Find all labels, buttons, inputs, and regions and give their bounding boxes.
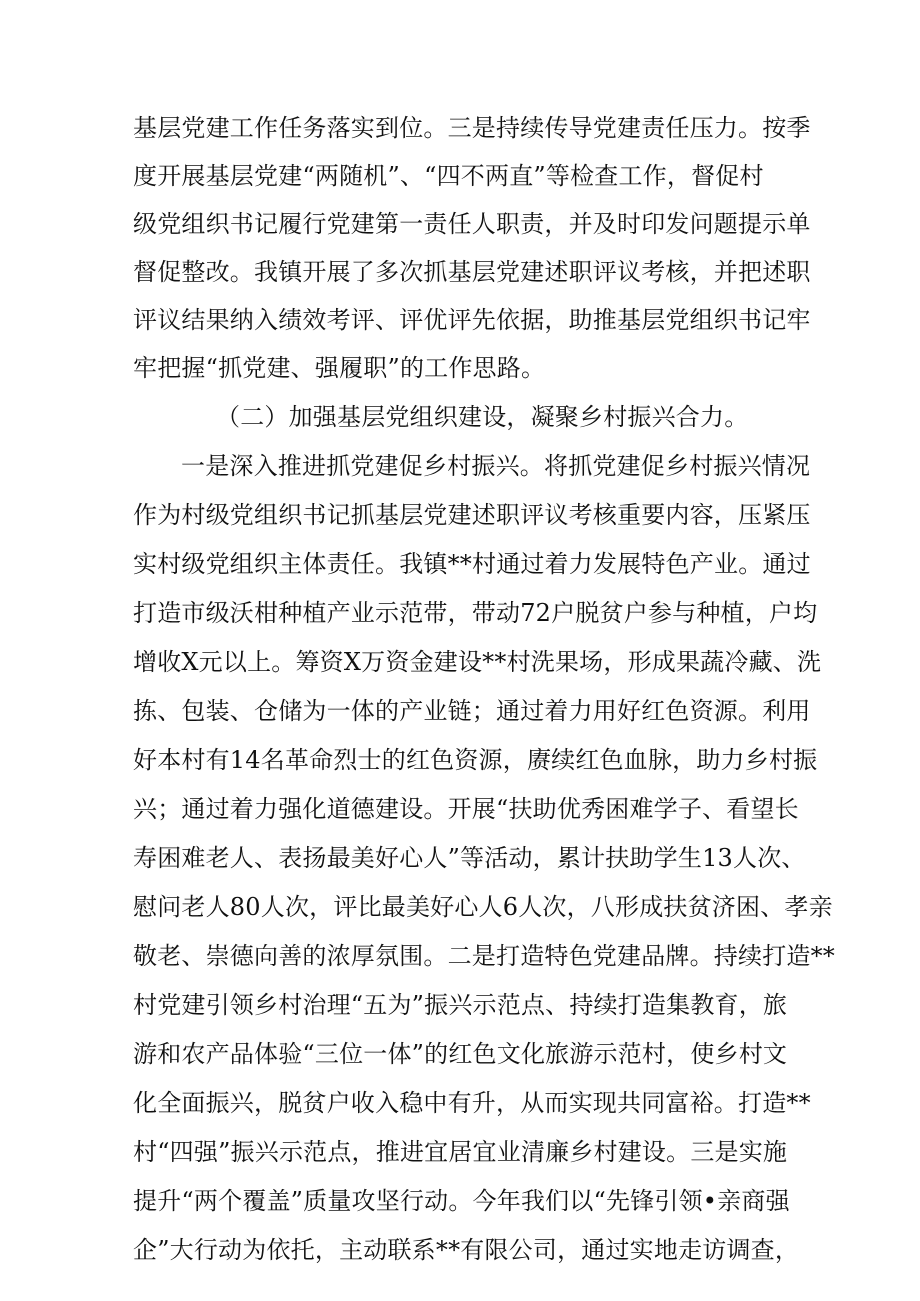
- body-text-line: 级党组织书记履行党建第一责任人职责，并及时印发问题提示单: [133, 210, 811, 238]
- body-text-line: 评议结果纳入绩效考评、评优评先依据，助推基层党组织书记牢: [133, 306, 811, 334]
- body-text-line: 村党建引领乡村治理“五为”振兴示范点、持续打造集教育，旅: [133, 991, 788, 1019]
- body-text-line: 游和农产品体验“三位一体”的红色文化旅游示范村，使乡村文: [133, 1040, 788, 1068]
- body-text-line: 基层党建工作任务落实到位。三是持续传导党建责任压力。按季: [133, 114, 811, 142]
- body-text-line: 提升“两个覆盖”质量攻坚行动。今年我们以“先锋引领•亲商强: [133, 1187, 790, 1215]
- body-text-line: 打造市级沃柑种植产业示范带，带动72户脱贫户参与种植，户均: [133, 599, 818, 627]
- body-text-line: 拣、包装、仓储为一体的产业链；通过着力用好红色资源。利用: [133, 697, 811, 725]
- body-text-line: 寿困难老人、表扬最美好心人”等活动，累计扶助学生13人次、: [133, 844, 806, 872]
- section-heading: （二）加强基层党组织建设，凝聚乡村振兴合力。: [216, 403, 749, 431]
- body-text-line: 兴；通过着力强化道德建设。开展“扶助优秀困难学子、看望长: [133, 795, 799, 823]
- body-text-line: 慰问老人80人次，评比最美好心人6人次，八形成扶贫济困、孝亲: [133, 893, 833, 921]
- body-text-line: 好本村有14名革命烈士的红色资源，赓续红色血脉，助力乡村振: [133, 746, 818, 774]
- body-text-line: 敬老、崇德向善的浓厚氛围。二是打造特色党建品牌。持续打造**: [133, 942, 835, 970]
- body-text-line: 增收X元以上。筹资X万资金建设**村洗果场，形成果蔬冷藏、洗: [133, 648, 822, 676]
- body-text-line: 度开展基层党建“两随机”、“四不两直”等检查工作，督促村: [133, 162, 764, 190]
- body-text-line: 督促整改。我镇开展了多次抓基层党建述职评议考核，并把述职: [133, 258, 811, 286]
- body-text-line: 一是深入推进抓党建促乡村振兴。将抓党建促乡村振兴情况: [181, 452, 811, 480]
- body-text-line: 村“四强”振兴示范点，推进宜居宜业清廉乡村建设。三是实施: [133, 1138, 788, 1166]
- body-text-line: 牢把握“抓党建、强履职”的工作思路。: [133, 354, 546, 382]
- body-text-line: 作为村级党组织书记抓基层党建述职评议考核重要内容，压紧压: [133, 501, 811, 529]
- body-text-line: 企”大行动为依托，主动联系**有限公司，通过实地走访调查，: [133, 1236, 800, 1264]
- body-text-line: 实村级党组织主体责任。我镇**村通过着力发展特色产业。通过: [133, 550, 811, 578]
- body-text-line: 化全面振兴，脱贫户收入稳中有升，从而实现共同富裕。打造**: [133, 1089, 811, 1117]
